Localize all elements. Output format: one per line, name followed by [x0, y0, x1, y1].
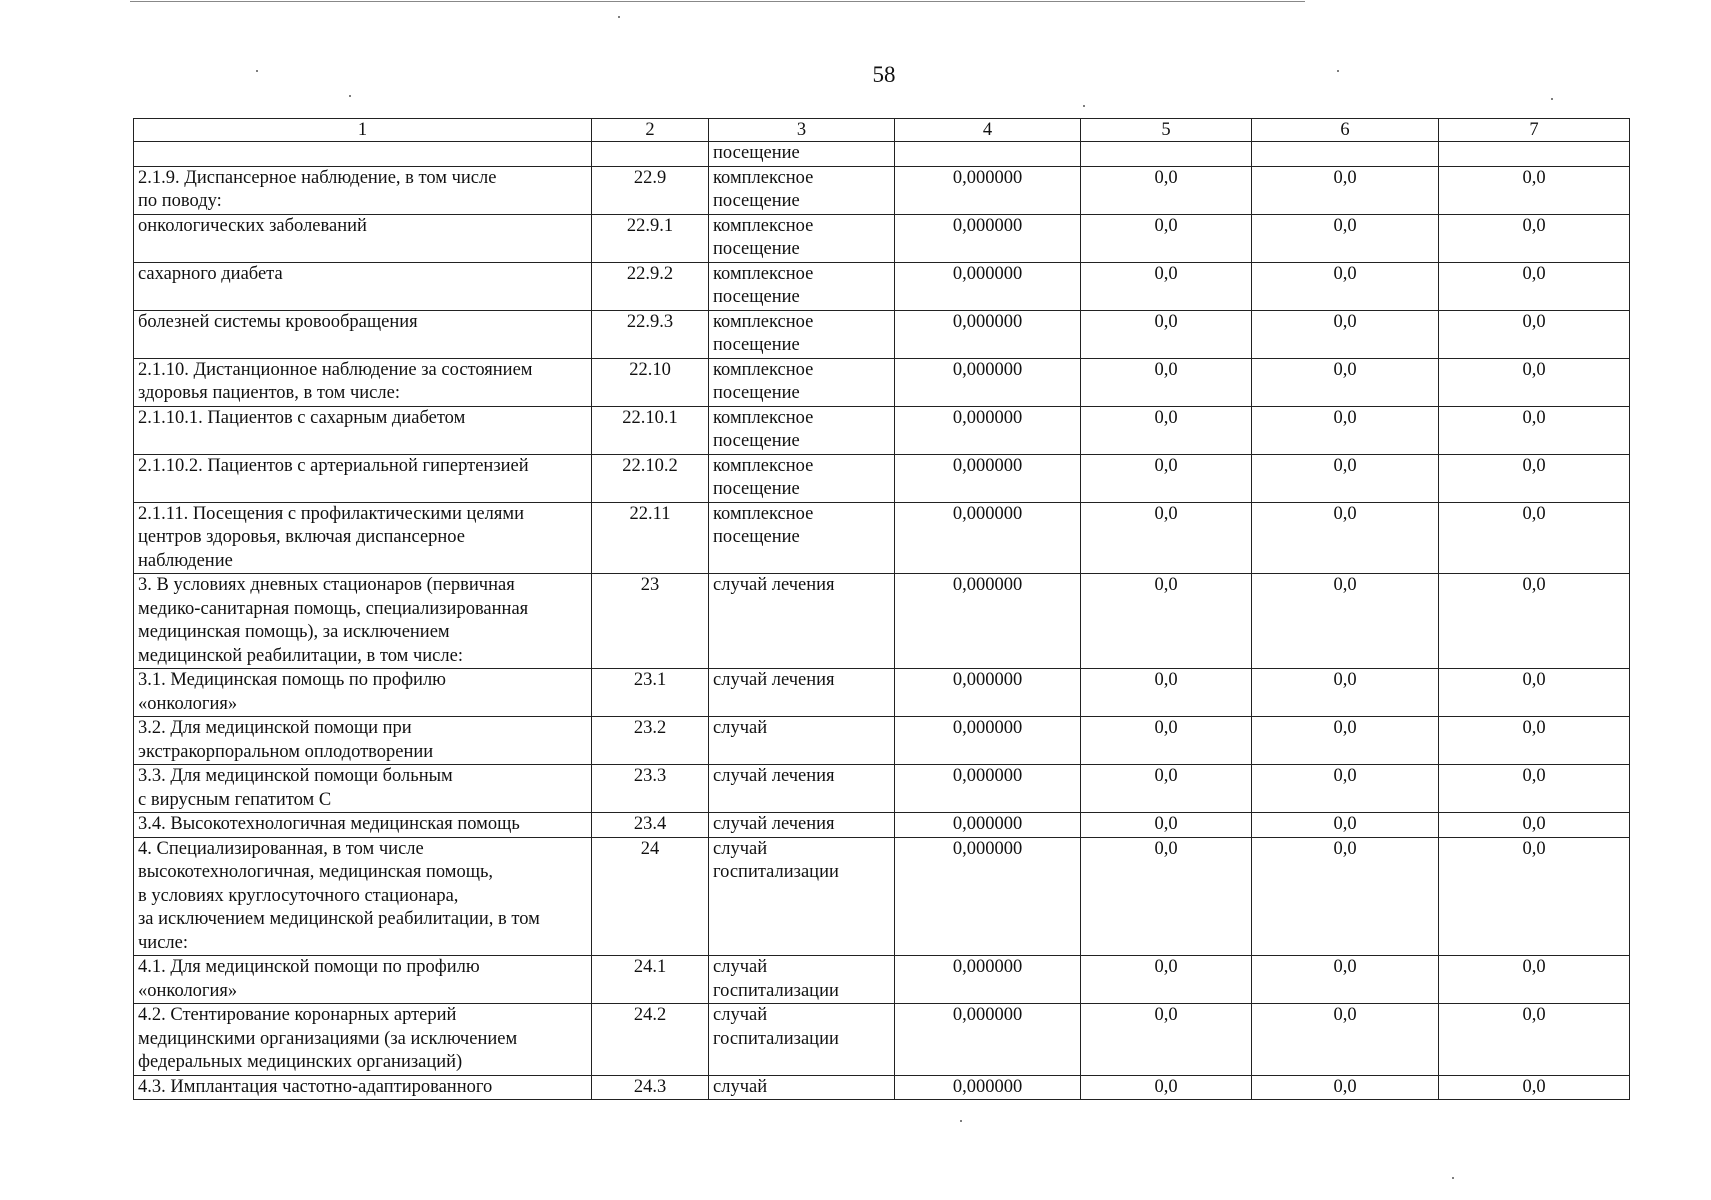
- table-row: [134, 310, 1630, 358]
- row-code-cell: 23.1: [592, 669, 709, 717]
- column-header: 1: [134, 119, 592, 142]
- unit-cell: случай лечения: [709, 765, 895, 813]
- value-cell: 0,0: [1439, 1075, 1630, 1100]
- value-cell: 0,0: [1439, 454, 1630, 502]
- table-row: [134, 765, 1630, 813]
- table-body: [134, 142, 1630, 1100]
- value-cell: 0,0: [1439, 765, 1630, 813]
- value-cell: 0,0: [1252, 1075, 1439, 1100]
- row-code-cell: 22.10.1: [592, 406, 709, 454]
- indicator-name-cell: 2.1.10. Дистанционное наблюдение за состоянием здоровья пациентов, в том числе:: [134, 358, 592, 406]
- row-code-cell: 24.1: [592, 956, 709, 1004]
- row-code-cell: 22.9.3: [592, 310, 709, 358]
- column-header: 5: [1081, 119, 1252, 142]
- value-cell: 0,0: [1081, 262, 1252, 310]
- unit-cell: случай лечения: [709, 574, 895, 669]
- value-cell: 0,000000: [895, 454, 1081, 502]
- indicator-name-cell: [134, 142, 592, 167]
- unit-cell: случай госпитализации: [709, 956, 895, 1004]
- value-cell: 0,0: [1439, 574, 1630, 669]
- value-cell: 0,0: [1252, 669, 1439, 717]
- table-row: [134, 813, 1630, 838]
- table-row: [134, 214, 1630, 262]
- unit-cell: комплексное посещение: [709, 358, 895, 406]
- value-cell: 0,0: [1081, 837, 1252, 956]
- value-cell: 0,000000: [895, 765, 1081, 813]
- value-cell: 0,0: [1252, 214, 1439, 262]
- value-cell: 0,000000: [895, 1075, 1081, 1100]
- indicator-name-cell: 3.1. Медицинская помощь по профилю «онкология»: [134, 669, 592, 717]
- value-cell: [1439, 142, 1630, 167]
- column-header: 3: [709, 119, 895, 142]
- indicator-name-cell: 2.1.10.1. Пациентов с сахарным диабетом: [134, 406, 592, 454]
- scan-speck: [618, 16, 620, 18]
- table-row: [134, 1004, 1630, 1076]
- unit-cell: случай лечения: [709, 813, 895, 838]
- value-cell: 0,0: [1081, 813, 1252, 838]
- table-row: [134, 166, 1630, 214]
- value-cell: 0,0: [1252, 574, 1439, 669]
- value-cell: 0,000000: [895, 214, 1081, 262]
- value-cell: 0,000000: [895, 717, 1081, 765]
- column-header: 7: [1439, 119, 1630, 142]
- value-cell: 0,0: [1252, 956, 1439, 1004]
- value-cell: 0,000000: [895, 406, 1081, 454]
- unit-cell: комплексное посещение: [709, 214, 895, 262]
- value-cell: 0,0: [1252, 262, 1439, 310]
- value-cell: 0,0: [1081, 214, 1252, 262]
- value-cell: 0,0: [1081, 406, 1252, 454]
- scan-speck: [960, 1120, 962, 1122]
- scan-speck: [1083, 105, 1085, 107]
- table-row: [134, 406, 1630, 454]
- value-cell: 0,0: [1439, 1004, 1630, 1076]
- scan-speck: [1551, 98, 1553, 100]
- value-cell: [895, 142, 1081, 167]
- unit-cell: случай госпитализации: [709, 1004, 895, 1076]
- value-cell: 0,0: [1439, 669, 1630, 717]
- table-row: [134, 1075, 1630, 1100]
- table-row: [134, 717, 1630, 765]
- value-cell: 0,0: [1081, 454, 1252, 502]
- indicator-name-cell: болезней системы кровообращения: [134, 310, 592, 358]
- value-cell: 0,000000: [895, 669, 1081, 717]
- value-cell: 0,0: [1439, 262, 1630, 310]
- value-cell: 0,0: [1081, 502, 1252, 574]
- value-cell: 0,0: [1252, 813, 1439, 838]
- indicator-name-cell: 2.1.10.2. Пациентов с артериальной гипертензией: [134, 454, 592, 502]
- table-row: [134, 669, 1630, 717]
- value-cell: 0,0: [1081, 956, 1252, 1004]
- indicator-name-cell: 2.1.11. Посещения с профилактическими целями центров здоровья, включая диспансерное наблюдение: [134, 502, 592, 574]
- value-cell: 0,0: [1081, 574, 1252, 669]
- table-row: [134, 262, 1630, 310]
- value-cell: 0,0: [1252, 717, 1439, 765]
- value-cell: 0,0: [1439, 310, 1630, 358]
- table-row: [134, 574, 1630, 669]
- value-cell: 0,000000: [895, 1004, 1081, 1076]
- row-code-cell: 22.10.2: [592, 454, 709, 502]
- value-cell: 0,0: [1081, 1004, 1252, 1076]
- column-header: 4: [895, 119, 1081, 142]
- value-cell: [1081, 142, 1252, 167]
- value-cell: 0,0: [1252, 166, 1439, 214]
- value-cell: 0,000000: [895, 837, 1081, 956]
- value-cell: 0,0: [1252, 406, 1439, 454]
- value-cell: 0,0: [1252, 310, 1439, 358]
- value-cell: 0,0: [1081, 765, 1252, 813]
- row-code-cell: [592, 142, 709, 167]
- value-cell: 0,000000: [895, 310, 1081, 358]
- column-header: 2: [592, 119, 709, 142]
- unit-cell: комплексное посещение: [709, 502, 895, 574]
- row-code-cell: 22.10: [592, 358, 709, 406]
- unit-cell: комплексное посещение: [709, 262, 895, 310]
- row-code-cell: 22.9: [592, 166, 709, 214]
- indicator-name-cell: 3. В условиях дневных стационаров (первичная медико-санитарная помощь, специализированная медицинская помощь), за исключением медицинской реабилитации, в том числе:: [134, 574, 592, 669]
- table-row: [134, 454, 1630, 502]
- indicator-name-cell: 3.4. Высокотехнологичная медицинская помощь: [134, 813, 592, 838]
- table-row: [134, 142, 1630, 167]
- value-cell: 0,000000: [895, 358, 1081, 406]
- value-cell: 0,0: [1439, 717, 1630, 765]
- value-cell: 0,0: [1252, 454, 1439, 502]
- row-code-cell: 23.4: [592, 813, 709, 838]
- value-cell: 0,0: [1081, 166, 1252, 214]
- row-code-cell: 24: [592, 837, 709, 956]
- row-code-cell: 22.9.1: [592, 214, 709, 262]
- data-table: [133, 118, 1630, 1100]
- indicator-name-cell: сахарного диабета: [134, 262, 592, 310]
- value-cell: 0,0: [1439, 406, 1630, 454]
- value-cell: 0,0: [1439, 837, 1630, 956]
- row-code-cell: 24.2: [592, 1004, 709, 1076]
- indicator-name-cell: 3.2. Для медицинской помощи при экстракорпоральном оплодотворении: [134, 717, 592, 765]
- scan-edge-line: [130, 1, 1305, 2]
- row-code-cell: 23.3: [592, 765, 709, 813]
- value-cell: 0,0: [1081, 358, 1252, 406]
- page-number: 58: [872, 62, 896, 87]
- value-cell: 0,0: [1252, 837, 1439, 956]
- indicator-name-cell: 2.1.9. Диспансерное наблюдение, в том числе по поводу:: [134, 166, 592, 214]
- unit-cell: случай госпитализации: [709, 837, 895, 956]
- indicator-name-cell: онкологических заболеваний: [134, 214, 592, 262]
- value-cell: 0,0: [1081, 669, 1252, 717]
- value-cell: 0,000000: [895, 166, 1081, 214]
- value-cell: 0,000000: [895, 262, 1081, 310]
- indicator-name-cell: 4.1. Для медицинской помощи по профилю «онкология»: [134, 956, 592, 1004]
- indicator-name-cell: 3.3. Для медицинской помощи больным с вирусным гепатитом С: [134, 765, 592, 813]
- scan-speck: [1452, 1177, 1454, 1179]
- value-cell: [1252, 142, 1439, 167]
- table-row: [134, 837, 1630, 956]
- indicator-name-cell: 4.3. Имплантация частотно-адаптированного: [134, 1075, 592, 1100]
- table-row: [134, 502, 1630, 574]
- value-cell: 0,0: [1252, 358, 1439, 406]
- value-cell: 0,000000: [895, 502, 1081, 574]
- value-cell: 0,000000: [895, 574, 1081, 669]
- unit-cell: случай: [709, 1075, 895, 1100]
- column-header: 6: [1252, 119, 1439, 142]
- value-cell: 0,0: [1439, 813, 1630, 838]
- row-code-cell: 22.9.2: [592, 262, 709, 310]
- row-code-cell: 24.3: [592, 1075, 709, 1100]
- value-cell: 0,000000: [895, 813, 1081, 838]
- unit-cell: случай лечения: [709, 669, 895, 717]
- value-cell: 0,0: [1252, 502, 1439, 574]
- table-row: [134, 358, 1630, 406]
- value-cell: 0,0: [1081, 717, 1252, 765]
- value-cell: 0,0: [1439, 214, 1630, 262]
- row-code-cell: 23.2: [592, 717, 709, 765]
- row-code-cell: 23: [592, 574, 709, 669]
- value-cell: 0,0: [1081, 1075, 1252, 1100]
- row-code-cell: 22.11: [592, 502, 709, 574]
- value-cell: 0,0: [1439, 358, 1630, 406]
- unit-cell: комплексное посещение: [709, 454, 895, 502]
- value-cell: 0,0: [1252, 765, 1439, 813]
- indicator-name-cell: 4. Специализированная, в том числе высокотехнологичная, медицинская помощь, в условиях круглосуточного стационара, за исключением медицинской реабилитации, в том числе:: [134, 837, 592, 956]
- value-cell: 0,0: [1081, 310, 1252, 358]
- unit-cell: комплексное посещение: [709, 166, 895, 214]
- scan-speck: [349, 95, 351, 97]
- value-cell: 0,0: [1252, 1004, 1439, 1076]
- value-cell: 0,0: [1439, 956, 1630, 1004]
- value-cell: 0,0: [1439, 166, 1630, 214]
- unit-cell: комплексное посещение: [709, 310, 895, 358]
- value-cell: 0,0: [1439, 502, 1630, 574]
- indicator-name-cell: 4.2. Стентирование коронарных артерий медицинскими организациями (за исключением федеральных медицинских организаций): [134, 1004, 592, 1076]
- unit-cell: посещение: [709, 142, 895, 167]
- table-row: [134, 956, 1630, 1004]
- unit-cell: случай: [709, 717, 895, 765]
- unit-cell: комплексное посещение: [709, 406, 895, 454]
- value-cell: 0,000000: [895, 956, 1081, 1004]
- table-header-row: [134, 119, 1630, 142]
